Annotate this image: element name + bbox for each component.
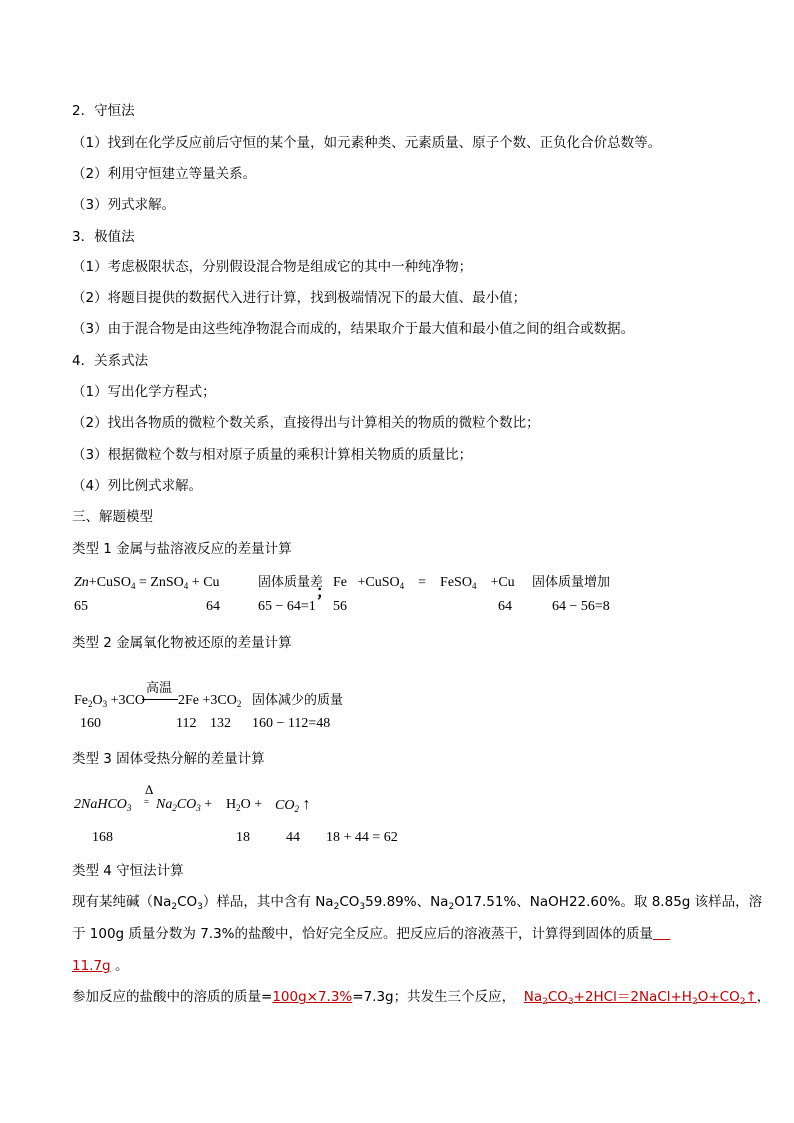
type4-title: 类型 4 守恒法计算 xyxy=(72,863,184,879)
s4-item-4: （4）列比例式求解。 xyxy=(72,478,203,494)
type4-paragraph-line1: 现有某纯碱$(Na_2CO_3)$样品，其中含有 $Na_2CO_359.89\%$、$Na_2O17.51\%$、NaOH22.60%。取 8.85g 该样品，溶 xyxy=(72,894,763,912)
type2-mass-1: 160 xyxy=(80,716,101,731)
s3-item-3: （3）由于混合物是由这些纯净物混合而成的，结果取介于最大值和最小值之间的组合或数据。 xyxy=(72,321,635,337)
type1-mass-fe: 56 xyxy=(333,599,347,614)
section-3-title: 3．极值法 xyxy=(72,229,135,245)
type2-reaction-line xyxy=(142,699,178,700)
type4-reaction-1: $Na_2CO_3+2HCl=2NaCl+H_2O+CO_2↑$ xyxy=(523,989,757,1007)
type2-title: 类型 2 金属氧化物被还原的差量计算 xyxy=(72,635,292,651)
type1-mass-cu-b: 64 xyxy=(498,599,512,614)
type1-separator: ； xyxy=(316,584,333,601)
type2-label: 固体减少的质量 xyxy=(252,693,344,708)
type1-label-b: 固体质量增加 xyxy=(532,575,611,590)
part-3-title: 三、解题模型 xyxy=(72,509,153,525)
s3-item-2: （2）将题目提供的数据代入进行计算，找到极端情况下的最大值、最小值； xyxy=(72,290,527,306)
type3-delta: Δ xyxy=(145,782,154,797)
type2-condition: 高温 xyxy=(146,681,173,696)
s4-item-2: （2）找出各物质的微粒个数关系，直接得出与计算相关的物质的微粒个数比； xyxy=(72,415,540,431)
type2-mass-3: 132 xyxy=(210,716,231,731)
section-4-title: 4．关系式法 xyxy=(72,353,149,369)
s4-item-3: （3）根据微粒个数与相对原子质量的乘积计算相关物质的质量比； xyxy=(72,447,473,463)
type3-water: $H_2O$ + xyxy=(226,797,263,813)
type2-mass-2: 112 xyxy=(176,716,197,731)
type1-mass-zn: 65 xyxy=(74,599,88,614)
type3-co2: $CO_2$ ↑ xyxy=(275,796,311,814)
type3-mass-3: 44 xyxy=(286,830,300,845)
type3-arrow: = xyxy=(144,797,150,807)
type2-diff: 160 − 112=48 xyxy=(252,716,331,731)
s3-item-1: （1）考虑极限状态，分别假设混合物是组成它的其中一种纯净物； xyxy=(72,259,473,275)
type1-label-a: 固体质量差 xyxy=(258,575,324,590)
type1-equation-b: Fe +CuSO$_4$ = FeSO$_4$ +Cu xyxy=(333,575,515,591)
type3-equation: 2NaHCO$_3$ xyxy=(74,797,132,813)
type4-solution-line: 参加反应的盐酸中的溶质的质量=100g×7.3%=7.3g；共发生三个反应， $Na_2CO_3+2HCl=2NaCl+H_2O+CO_2↑$， xyxy=(72,989,771,1007)
type4-answer: 11.7g xyxy=(72,958,111,974)
type3-title: 类型 3 固体受热分解的差量计算 xyxy=(72,751,265,767)
type1-diff-a: 65 − 64=1 xyxy=(258,599,316,614)
type3-sum: 18 + 44 = 62 xyxy=(326,830,398,845)
type3-products: $Na_2CO_3$ + xyxy=(156,797,213,813)
type1-title: 类型 1 金属与盐溶液反应的差量计算 xyxy=(72,541,292,557)
type1-equation-a: Zn+CuSO$_4$ = ZnSO$_4$ + Cu xyxy=(74,575,220,591)
type4-paragraph-line2: 于 100g 质量分数为 7.3%的盐酸中，恰好完全反应。把反应后的溶液蒸干，计算得到固体的质量 xyxy=(72,926,654,942)
type4-answer-line: 11.7g 。 xyxy=(72,958,129,974)
s4-item-1: （1）写出化学方程式； xyxy=(72,384,216,400)
type1-mass-cu: 64 xyxy=(206,599,220,614)
type1-diff-b: 64 − 56=8 xyxy=(552,599,610,614)
type2-equation: $Fe_2O_3 +3CO$ xyxy=(74,693,145,709)
type3-mass-1: 168 xyxy=(92,830,113,845)
s2-item-1: （1）找到在化学反应前后守恒的某个量，如元素种类、元素质量、原子个数、正负化合价总数等。 xyxy=(72,135,662,151)
type2-products: $2Fe +3CO_2$ xyxy=(178,693,242,709)
type3-mass-2: 18 xyxy=(236,830,250,845)
section-2-title: 2．守恒法 xyxy=(72,103,135,119)
s2-item-2: （2）利用守恒建立等量关系。 xyxy=(72,166,257,182)
s2-item-3: （3）列式求解。 xyxy=(72,197,176,213)
